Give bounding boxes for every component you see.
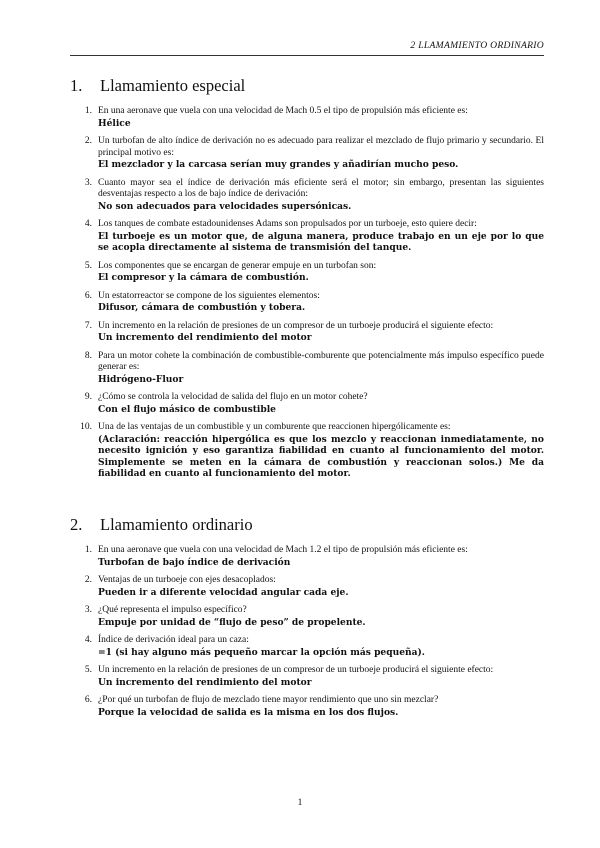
answer-text: Un incremento del rendimiento del motor [98, 332, 312, 343]
list-item [70, 665, 544, 688]
question-text: ¿Por qué un turbofan de flujo de mezclado tiene mayor rendimiento que uno sin mezclar? [98, 695, 439, 705]
question-text: En una aeronave que vuela con una velocidad de Mach 0.5 el tipo de propulsión más eficiente es: [98, 106, 468, 116]
answer-text: =1 (si hay alguno más pequeño marcar la opción más pequeña). [98, 646, 425, 658]
answer-text: No son adecuados para velocidades supersónicas. [98, 200, 352, 212]
list-item [70, 321, 544, 344]
answer-text: (Aclaración: reacción hipergólica es que los mezclo y reaccionan inmediatamente, no necesito ignición y eso garantiza fiabilidad en cuanto al funcionamiento del motor. Simplemente se meten en la cámara de combustión y reaccionan solos.) Me da fiabilidad en cuanto al funcionamiento del motor. [98, 433, 544, 479]
answer-text: Hidrógeno-Fluor [98, 373, 184, 385]
question-text: Índice de derivación ideal para un caza: [98, 635, 249, 645]
question-text: Una de las ventajas de un combustible y un comburente que reaccionen hipergólicamente es: [98, 422, 451, 432]
running-head: 2 LLAMAMIENTO ORDINARIO [410, 40, 544, 51]
question-text: ¿Cómo se controla la velocidad de salida del flujo en un motor cohete? [98, 392, 368, 402]
question-text: Los tanques de combate estadounidenses Adams son propulsados por un turboeje, esto quiere decir: [98, 219, 477, 229]
header-rule [70, 55, 544, 56]
answer-text: El compresor y la cámara de combustión. [98, 272, 309, 283]
question-list [70, 545, 544, 718]
question-text: Un turbofan de alto índice de derivación no es adecuado para realizar el mezclado de flujo primario y secundario. El principal motivo es: [98, 136, 544, 158]
item-number: 3. [84, 177, 92, 188]
question-text: Los componentes que se encargan de generar empuje en un turbofan son: [98, 260, 377, 271]
section-number: 2. [70, 515, 83, 534]
question-text: Para un motor cohete la combinación de combustible-comburente que potencialmente más impulso específico puede generar es: [98, 350, 544, 372]
question-text: Ventajas de un turboeje con ejes desacoplados: [98, 575, 276, 585]
item-number: 5. [84, 665, 92, 675]
item-number: 1. [84, 106, 92, 116]
item-number: 6. [84, 290, 92, 301]
list-item [70, 351, 544, 386]
list-item [70, 575, 544, 598]
section-title [70, 76, 544, 96]
answer-text: El turboeje es un motor que, de alguna manera, produce trabajo en un eje por lo que se acopla directamente al sistema de transmisión del tanque. [98, 230, 544, 253]
question-text: Un incremento en la relación de presiones de un compresor de un turboeje producirá el siguiente efecto: [98, 320, 494, 331]
list-item [70, 422, 544, 480]
section-title-text: Llamamiento ordinario [100, 515, 253, 534]
answer-text: El mezclador y la carcasa serían muy grandes y añadirían mucho peso. [98, 159, 459, 170]
item-number: 3. [84, 605, 92, 615]
item-number: 1. [84, 545, 92, 555]
list-item [70, 605, 544, 628]
answer-text: Porque la velocidad de salida es la misma en los dos flujos. [98, 706, 399, 718]
answer-text: Pueden ir a diferente velocidad angular cada eje. [98, 586, 349, 598]
question-text: Cuanto mayor sea el índice de derivación más eficiente será el motor; sin embargo, presentan las siguientes desventajas respecto a los de bajo índice de derivación: [98, 177, 544, 199]
answer-text: Hélice [98, 117, 131, 129]
question-text: En una aeronave que vuela con una velocidad de Mach 1.2 el tipo de propulsión más eficiente es: [98, 545, 468, 555]
item-number: 9. [84, 392, 92, 402]
list-item [70, 219, 544, 254]
item-number: 7. [84, 320, 92, 331]
list-item [70, 695, 544, 718]
page-number: 1 [297, 798, 303, 808]
item-number: 2. [84, 575, 92, 585]
list-item [70, 106, 544, 129]
answer-text: Con el flujo másico de combustible [98, 403, 276, 415]
question-text: Un estatorreactor se compone de los siguientes elementos: [98, 290, 320, 301]
item-number: 10. [80, 422, 92, 432]
section-title-text: Llamamiento especial [100, 76, 246, 95]
list-item [70, 545, 544, 568]
question-text: ¿Qué representa el impulso específico? [98, 605, 247, 615]
list-item [70, 178, 544, 213]
answer-text: Difusor, cámara de combustión y tobera. [98, 302, 306, 313]
item-number: 5. [84, 260, 92, 271]
list-item [70, 291, 544, 314]
section-llamamiento-ordinario [70, 515, 544, 725]
question-list [70, 106, 544, 480]
answer-text: Empuje por unidad de “flujo de peso” de propelente. [98, 616, 366, 628]
item-number: 2. [84, 136, 92, 146]
item-number: 4. [84, 219, 92, 229]
list-item [70, 635, 544, 658]
section-llamamiento-especial [70, 76, 544, 487]
item-number: 8. [84, 350, 92, 361]
answer-text: Un incremento del rendimiento del motor [98, 676, 312, 688]
list-item [70, 261, 544, 284]
section-title [70, 515, 544, 535]
section-number: 1. [70, 76, 83, 95]
item-number: 6. [84, 695, 92, 705]
list-item [70, 392, 544, 415]
item-number: 4. [84, 635, 92, 645]
list-item [70, 136, 544, 171]
answer-text: Turbofan de bajo índice de derivación [98, 556, 291, 568]
question-text: Un incremento en la relación de presiones de un compresor de un turboeje producirá el siguiente efecto: [98, 665, 494, 675]
